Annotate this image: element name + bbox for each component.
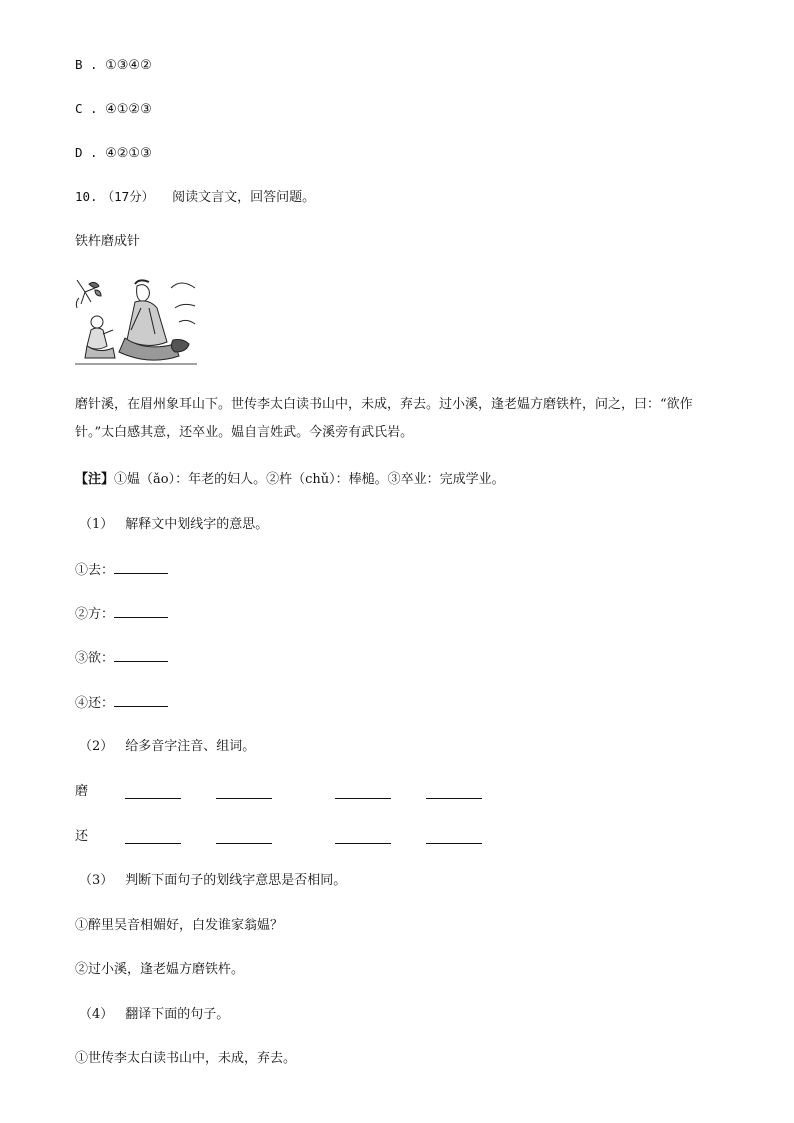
passage-line-2: 针。”太白感其意，还卒业。媪自言姓武。今溪旁有武氏岩。: [75, 425, 414, 440]
subquestion-label: （2）: [79, 739, 114, 754]
word-blank[interactable]: [426, 797, 482, 799]
option-letter: C: [75, 101, 83, 116]
pinyin-blank[interactable]: [125, 842, 181, 844]
passage-note: [75, 471, 505, 489]
answer-blank[interactable]: [114, 605, 168, 618]
pinyin-blank[interactable]: [335, 842, 391, 844]
answer-item: [75, 605, 168, 624]
answer-item: [75, 694, 168, 713]
subquestion-text: 给多音字注音、组词。: [125, 739, 256, 754]
translate-sentence-1: ①世传李太白读书山中，未成，弃去。: [75, 1051, 297, 1066]
subquestion-text: 解释文中划线字的意思。: [125, 517, 269, 532]
passage-title: 铁杵磨成针: [75, 234, 141, 249]
question-score: （17分）: [101, 189, 155, 204]
illustration-image: [75, 278, 197, 366]
answer-label: ①去：: [75, 563, 115, 578]
subquestion-text: 翻译下面的句子。: [125, 1007, 230, 1022]
subquestion-label: （1）: [79, 517, 114, 532]
answer-blank[interactable]: [114, 694, 168, 707]
answer-item: [75, 561, 168, 580]
question-header: [75, 188, 315, 207]
option-b: B . ①③④②: [75, 57, 152, 73]
sentence-1: ①醉里吴音相媚好，白发谁家翁媪？: [75, 918, 284, 933]
word-blank[interactable]: [426, 842, 482, 844]
answer-blank[interactable]: [114, 649, 168, 662]
option-letter: B: [75, 57, 83, 72]
question-number: 10.: [75, 189, 98, 204]
sentence-2: ②过小溪，逢老媪方磨铁杵。: [75, 962, 245, 977]
question-prompt: 阅读文言文，回答问题。: [172, 190, 316, 205]
subquestion-label: （3）: [79, 873, 114, 888]
answer-item: [75, 649, 168, 668]
option-text: ①③④②: [105, 58, 152, 73]
answer-label: ④还：: [75, 696, 115, 711]
subquestion-text: 判断下面句子的划线字意思是否相同。: [125, 873, 347, 888]
subquestion-3: [75, 872, 346, 890]
polyphone-char: 还: [75, 829, 89, 844]
answer-blank[interactable]: [114, 561, 168, 574]
answer-label: ②方：: [75, 607, 115, 622]
passage-line-1: 磨针溪，在眉州象耳山下。世传李太白读书山中，未成，弃去。过小溪，逢老媪方磨铁杵，问之，曰：“欲作: [75, 397, 693, 412]
subquestion-4: [75, 1006, 229, 1024]
subquestion-label: （4）: [79, 1007, 114, 1022]
subquestion-1: [75, 516, 268, 534]
pinyin-blank[interactable]: [125, 797, 181, 799]
option-text: ④②①③: [105, 146, 152, 161]
word-blank[interactable]: [216, 797, 272, 799]
word-blank[interactable]: [216, 842, 272, 844]
answer-label: ③欲：: [75, 651, 115, 666]
option-letter: D: [75, 145, 83, 160]
option-d: D . ④②①③: [75, 145, 152, 161]
passage-text: [75, 390, 747, 448]
pinyin-blank[interactable]: [335, 797, 391, 799]
polyphone-char: 磨: [75, 784, 89, 799]
option-c: C . ④①②③: [75, 101, 152, 117]
option-text: ④①②③: [105, 102, 152, 117]
note-label: 【注】: [75, 472, 115, 487]
subquestion-2: [75, 738, 255, 756]
note-text: ①媪（ǎo）：年老的妇人。②杵（chǔ）：棒槌。③卒业：完成学业。: [114, 472, 505, 487]
